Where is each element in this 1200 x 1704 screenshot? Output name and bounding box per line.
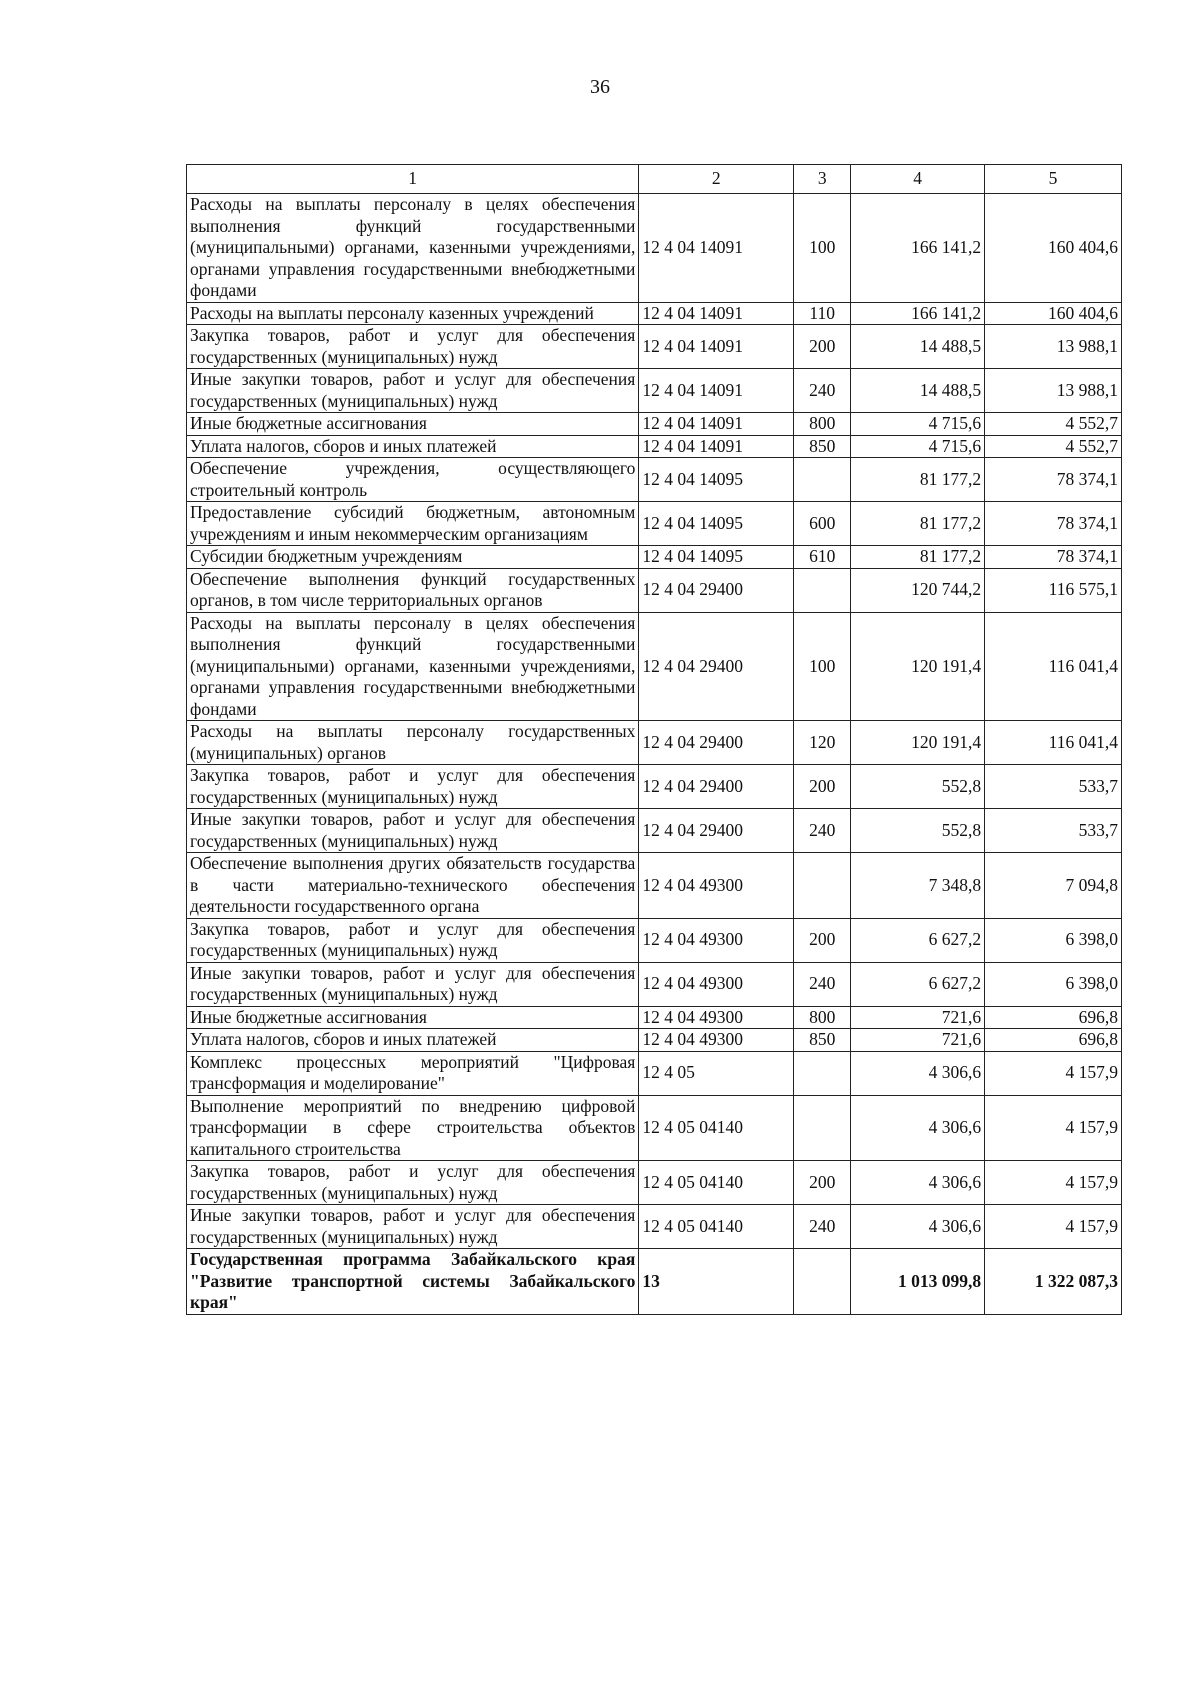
- row-value-1-cell: 1 013 099,8: [851, 1249, 985, 1315]
- row-value-1-cell: 166 141,2: [851, 302, 985, 325]
- row-type-cell: 240: [794, 1205, 851, 1249]
- row-name-cell: Иные закупки товаров, работ и услуг для обеспечения государственных (муниципальных) нужд: [187, 1205, 639, 1249]
- row-value-1-cell: 81 177,2: [851, 458, 985, 502]
- row-name-cell: Закупка товаров, работ и услуг для обеспечения государственных (муниципальных) нужд: [187, 765, 639, 809]
- row-name-cell: Обеспечение выполнения функций государственных органов, в том числе территориальных органов: [187, 568, 639, 612]
- row-name-cell: Уплата налогов, сборов и иных платежей: [187, 435, 639, 458]
- row-code-cell: 12 4 04 14091: [639, 369, 794, 413]
- row-type-cell: 240: [794, 369, 851, 413]
- row-name-cell: Предоставление субсидий бюджетным, автономным учреждениям и иным некоммерческим организациям: [187, 502, 639, 546]
- header-cell-type: 3: [794, 165, 851, 194]
- row-code-cell: 12 4 04 29400: [639, 721, 794, 765]
- row-code-cell: 12 4 05 04140: [639, 1205, 794, 1249]
- row-value-2-cell: 78 374,1: [985, 502, 1122, 546]
- row-value-2-cell: 7 094,8: [985, 853, 1122, 919]
- row-value-1-cell: 14 488,5: [851, 325, 985, 369]
- row-code-cell: 12 4 04 14091: [639, 413, 794, 436]
- table-body: [187, 194, 1122, 1315]
- row-value-1-cell: 120 744,2: [851, 568, 985, 612]
- row-type-cell: [794, 458, 851, 502]
- row-type-cell: 100: [794, 612, 851, 721]
- table-row: [187, 809, 1122, 853]
- row-type-cell: [794, 568, 851, 612]
- row-value-2-cell: 78 374,1: [985, 546, 1122, 569]
- row-code-cell: 12 4 05 04140: [639, 1161, 794, 1205]
- row-value-1-cell: 6 627,2: [851, 918, 985, 962]
- row-value-2-cell: 533,7: [985, 809, 1122, 853]
- row-type-cell: [794, 853, 851, 919]
- table-row: [187, 502, 1122, 546]
- row-name-cell: Субсидии бюджетным учреждениям: [187, 546, 639, 569]
- row-value-2-cell: 4 552,7: [985, 413, 1122, 436]
- row-type-cell: 600: [794, 502, 851, 546]
- table-row: [187, 1051, 1122, 1095]
- row-value-1-cell: 721,6: [851, 1029, 985, 1052]
- table-row: [187, 1029, 1122, 1052]
- row-code-cell: 12 4 04 49300: [639, 1006, 794, 1029]
- row-value-1-cell: 6 627,2: [851, 962, 985, 1006]
- row-value-1-cell: 81 177,2: [851, 502, 985, 546]
- row-name-cell: Государственная программа Забайкальского края "Развитие транспортной системы Забайкальского края": [187, 1249, 639, 1315]
- table-row: [187, 765, 1122, 809]
- row-value-2-cell: 13 988,1: [985, 369, 1122, 413]
- row-code-cell: 12 4 04 49300: [639, 853, 794, 919]
- row-value-1-cell: 552,8: [851, 809, 985, 853]
- row-type-cell: 240: [794, 809, 851, 853]
- row-value-1-cell: 120 191,4: [851, 721, 985, 765]
- row-code-cell: 12 4 04 29400: [639, 809, 794, 853]
- row-value-1-cell: 4 306,6: [851, 1051, 985, 1095]
- row-value-2-cell: 4 157,9: [985, 1051, 1122, 1095]
- row-value-1-cell: 552,8: [851, 765, 985, 809]
- row-name-cell: Закупка товаров, работ и услуг для обеспечения государственных (муниципальных) нужд: [187, 1161, 639, 1205]
- row-code-cell: 12 4 05 04140: [639, 1095, 794, 1161]
- row-value-1-cell: 14 488,5: [851, 369, 985, 413]
- row-code-cell: 12 4 04 14095: [639, 546, 794, 569]
- row-value-2-cell: 116 041,4: [985, 721, 1122, 765]
- row-value-2-cell: 160 404,6: [985, 302, 1122, 325]
- table-row: [187, 1006, 1122, 1029]
- row-code-cell: 12 4 04 14091: [639, 302, 794, 325]
- row-value-1-cell: 4 306,6: [851, 1161, 985, 1205]
- row-value-2-cell: 13 988,1: [985, 325, 1122, 369]
- row-value-2-cell: 696,8: [985, 1006, 1122, 1029]
- row-name-cell: Расходы на выплаты персоналу государственных (муниципальных) органов: [187, 721, 639, 765]
- table-row: [187, 369, 1122, 413]
- table-row: [187, 435, 1122, 458]
- row-value-2-cell: 78 374,1: [985, 458, 1122, 502]
- row-value-1-cell: 166 141,2: [851, 194, 985, 303]
- table-row: [187, 1095, 1122, 1161]
- row-value-2-cell: 533,7: [985, 765, 1122, 809]
- row-type-cell: 200: [794, 918, 851, 962]
- table-row: [187, 546, 1122, 569]
- row-name-cell: Иные бюджетные ассигнования: [187, 413, 639, 436]
- row-code-cell: 12 4 04 29400: [639, 568, 794, 612]
- row-code-cell: 12 4 04 29400: [639, 612, 794, 721]
- row-value-1-cell: 4 715,6: [851, 435, 985, 458]
- row-code-cell: 13: [639, 1249, 794, 1315]
- row-type-cell: 200: [794, 1161, 851, 1205]
- row-value-2-cell: 160 404,6: [985, 194, 1122, 303]
- row-name-cell: Обеспечение учреждения, осуществляющего строительный контроль: [187, 458, 639, 502]
- row-value-2-cell: 6 398,0: [985, 962, 1122, 1006]
- row-type-cell: 200: [794, 765, 851, 809]
- row-type-cell: 110: [794, 302, 851, 325]
- header-row: [187, 165, 1122, 194]
- row-type-cell: 240: [794, 962, 851, 1006]
- row-name-cell: Обеспечение выполнения других обязательств государства в части материально-технического обеспечения деятельности государственного органа: [187, 853, 639, 919]
- row-name-cell: Иные закупки товаров, работ и услуг для обеспечения государственных (муниципальных) нужд: [187, 962, 639, 1006]
- row-value-1-cell: 4 715,6: [851, 413, 985, 436]
- row-value-2-cell: 116 041,4: [985, 612, 1122, 721]
- row-value-1-cell: 120 191,4: [851, 612, 985, 721]
- row-value-1-cell: 721,6: [851, 1006, 985, 1029]
- row-name-cell: Расходы на выплаты персоналу казенных учреждений: [187, 302, 639, 325]
- row-name-cell: Закупка товаров, работ и услуг для обеспечения государственных (муниципальных) нужд: [187, 918, 639, 962]
- row-value-2-cell: 4 552,7: [985, 435, 1122, 458]
- table-row: [187, 853, 1122, 919]
- row-value-2-cell: 1 322 087,3: [985, 1249, 1122, 1315]
- row-code-cell: 12 4 05: [639, 1051, 794, 1095]
- header-cell-value-2: 5: [985, 165, 1122, 194]
- table-row: [187, 325, 1122, 369]
- row-code-cell: 12 4 04 14091: [639, 325, 794, 369]
- row-type-cell: 200: [794, 325, 851, 369]
- table-row: [187, 302, 1122, 325]
- table-row: [187, 413, 1122, 436]
- row-value-2-cell: 4 157,9: [985, 1095, 1122, 1161]
- header-cell-code: 2: [639, 165, 794, 194]
- row-type-cell: 850: [794, 1029, 851, 1052]
- row-code-cell: 12 4 04 29400: [639, 765, 794, 809]
- budget-table: [186, 164, 1122, 1315]
- table-row: [187, 612, 1122, 721]
- row-value-1-cell: 81 177,2: [851, 546, 985, 569]
- row-code-cell: 12 4 04 14095: [639, 502, 794, 546]
- page-number: 36: [590, 76, 610, 98]
- row-code-cell: 12 4 04 14091: [639, 194, 794, 303]
- row-code-cell: 12 4 04 14095: [639, 458, 794, 502]
- table-row: [187, 194, 1122, 303]
- row-type-cell: 800: [794, 413, 851, 436]
- row-type-cell: [794, 1095, 851, 1161]
- row-type-cell: 610: [794, 546, 851, 569]
- table-row: [187, 458, 1122, 502]
- row-name-cell: Комплекс процессных мероприятий "Цифровая трансформация и моделирование": [187, 1051, 639, 1095]
- row-value-1-cell: 4 306,6: [851, 1095, 985, 1161]
- row-code-cell: 12 4 04 49300: [639, 962, 794, 1006]
- row-value-2-cell: 4 157,9: [985, 1161, 1122, 1205]
- row-type-cell: [794, 1051, 851, 1095]
- row-name-cell: Иные закупки товаров, работ и услуг для обеспечения государственных (муниципальных) нужд: [187, 809, 639, 853]
- row-type-cell: 100: [794, 194, 851, 303]
- row-name-cell: Закупка товаров, работ и услуг для обеспечения государственных (муниципальных) нужд: [187, 325, 639, 369]
- row-name-cell: Иные бюджетные ассигнования: [187, 1006, 639, 1029]
- row-name-cell: Уплата налогов, сборов и иных платежей: [187, 1029, 639, 1052]
- row-code-cell: 12 4 04 49300: [639, 918, 794, 962]
- table-row: [187, 568, 1122, 612]
- table-row: [187, 918, 1122, 962]
- row-name-cell: Расходы на выплаты персоналу в целях обеспечения выполнения функций государственными (муниципальными) органами, казенными учреждениями, органами управления государственными внебюджетными фондами: [187, 194, 639, 303]
- table-row: [187, 721, 1122, 765]
- row-value-1-cell: 7 348,8: [851, 853, 985, 919]
- row-type-cell: 850: [794, 435, 851, 458]
- row-value-2-cell: 4 157,9: [985, 1205, 1122, 1249]
- row-code-cell: 12 4 04 49300: [639, 1029, 794, 1052]
- table-row: [187, 962, 1122, 1006]
- header-cell-name: 1: [187, 165, 639, 194]
- row-value-1-cell: 4 306,6: [851, 1205, 985, 1249]
- row-code-cell: 12 4 04 14091: [639, 435, 794, 458]
- row-value-2-cell: 696,8: [985, 1029, 1122, 1052]
- row-name-cell: Иные закупки товаров, работ и услуг для обеспечения государственных (муниципальных) нужд: [187, 369, 639, 413]
- row-type-cell: [794, 1249, 851, 1315]
- row-name-cell: Выполнение мероприятий по внедрению цифровой трансформации в сфере строительства объектов капитального строительства: [187, 1095, 639, 1161]
- table-row: [187, 1249, 1122, 1315]
- row-value-2-cell: 6 398,0: [985, 918, 1122, 962]
- row-value-2-cell: 116 575,1: [985, 568, 1122, 612]
- header-cell-value-1: 4: [851, 165, 985, 194]
- table-row: [187, 1161, 1122, 1205]
- row-type-cell: 800: [794, 1006, 851, 1029]
- row-type-cell: 120: [794, 721, 851, 765]
- row-name-cell: Расходы на выплаты персоналу в целях обеспечения выполнения функций государственными (муниципальными) органами, казенными учреждениями, органами управления государственными внебюджетными фондами: [187, 612, 639, 721]
- table-row: [187, 1205, 1122, 1249]
